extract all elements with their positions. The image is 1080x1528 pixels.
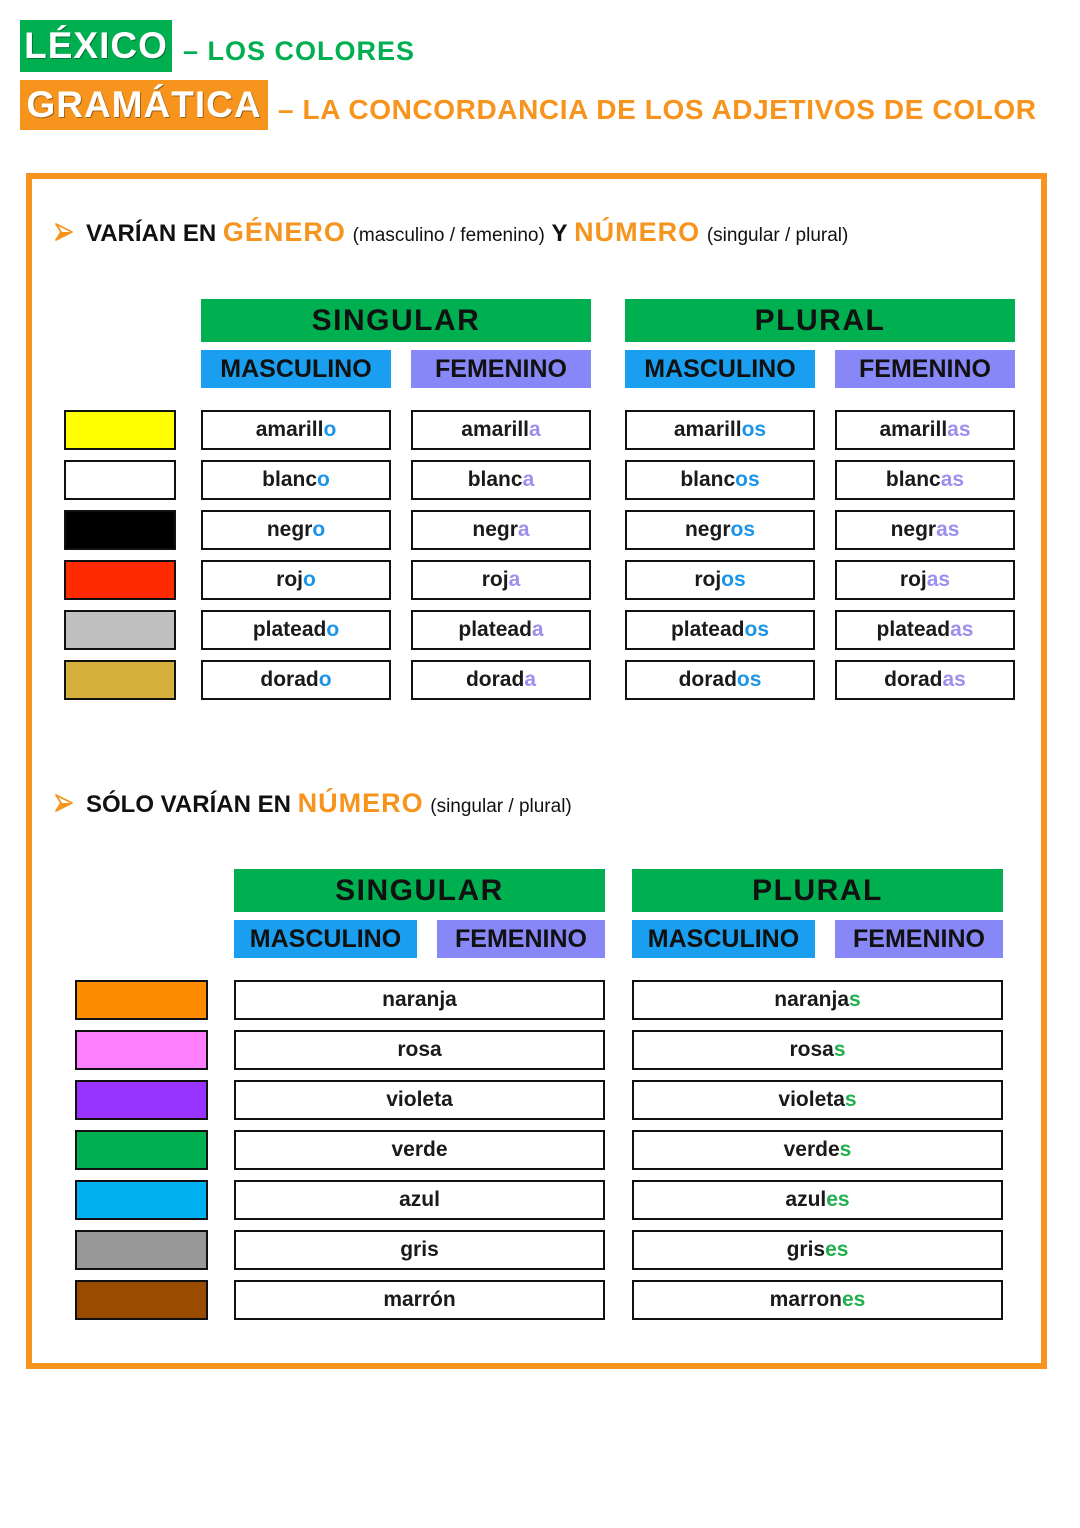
word-stem: dorad [884,668,943,691]
word-ending: o [312,518,326,541]
gramatica-title: – LA CONCORDANCIA DE LOS ADJETIVOS DE COLOR [278,94,1037,125]
color-swatch-yellow [64,410,176,450]
cell-masculine-singular [201,460,391,500]
word-stem: marron [769,1288,842,1311]
word-singular: rosa [397,1038,442,1061]
heading-note-number: (singular / plural) [430,796,572,817]
masculine-singular-header: MASCULINO [234,920,417,958]
cell-plural [632,1130,1003,1170]
cell-feminine-singular [411,410,591,450]
word-stem: platead [252,618,327,641]
cell-masculine-plural [625,510,815,550]
heading-key-gender: GÉNERO [222,217,346,247]
cell-masculine-singular [201,610,391,650]
word-ending: as [950,618,974,641]
word-ending: o [303,568,316,591]
word-ending: es [826,1188,850,1211]
cell-masculine-plural [625,460,815,500]
cell-plural [632,1030,1003,1070]
color-swatch-red [64,560,176,600]
color-swatch-blue [75,1180,208,1220]
word-stem: amarill [461,418,530,441]
word-stem: verde [783,1138,840,1161]
word-ending: as [947,418,971,441]
word-stem: platead [458,618,532,641]
color-swatch-silver [64,610,176,650]
word-ending: o [317,468,330,491]
cell-masculine-singular [201,410,391,450]
cell-masculine-plural [625,560,815,600]
word-stem: platead [670,618,745,641]
word-ending: o [323,418,337,441]
word-stem: roj [899,568,927,591]
plural-header: PLURAL [625,299,1015,342]
cell-singular [234,1230,605,1270]
word-ending: es [825,1238,849,1261]
word-stem: roj [276,568,303,591]
word-stem: blanc [885,468,941,491]
color-swatch-white [64,460,176,500]
color-swatch-gray [75,1230,208,1270]
cell-feminine-singular [411,660,591,700]
word-ending: o [326,618,340,641]
heading-note-number: (singular / plural) [706,225,849,246]
word-ending: as [940,468,965,491]
cell-singular [234,1280,605,1320]
word-singular: violeta [386,1088,453,1111]
section1-heading [86,214,848,250]
word-stem: dorad [260,668,319,691]
word-singular: verde [391,1138,448,1161]
word-ending: a [531,618,544,641]
color-swatch-orange [75,980,208,1020]
word-stem: gris [786,1238,826,1261]
word-ending: os [730,518,756,541]
cell-feminine-singular [411,560,591,600]
feminine-plural-header: FEMENINO [835,350,1015,388]
word-stem: naranja [774,988,849,1011]
word-stem: rosa [789,1038,834,1061]
cell-singular [234,1180,605,1220]
gramatica-tag: GRAMÁTICA [20,80,268,130]
cell-singular [234,1130,605,1170]
cell-masculine-singular [201,510,391,550]
word-ending: s [833,1038,846,1061]
feminine-singular-header: FEMENINO [437,920,605,958]
cell-masculine-singular [201,660,391,700]
heading-lead: VARÍAN EN [86,220,217,247]
feminine-singular-header: FEMENINO [411,350,591,388]
word-ending: as [942,668,966,691]
color-swatch-brown [75,1280,208,1320]
cell-singular [234,1030,605,1070]
word-ending: s [839,1138,852,1161]
cell-feminine-singular [411,460,591,500]
word-ending: as [936,518,960,541]
feminine-plural-header: FEMENINO [835,920,1003,958]
cell-plural [632,1230,1003,1270]
word-ending: s [844,1088,857,1111]
masculine-plural-header: MASCULINO [625,350,815,388]
cell-masculine-singular [201,560,391,600]
section2-heading [86,785,572,821]
heading-note-gender: (masculino / femenino) [352,225,545,246]
color-swatch-green [75,1130,208,1170]
word-ending: o [318,668,332,691]
cell-feminine-plural [835,610,1015,650]
heading-lead: SÓLO VARÍAN EN [86,791,291,818]
singular-header: SINGULAR [201,299,591,342]
word-stem: blanc [262,468,318,491]
word-ending: s [849,988,861,1011]
cell-feminine-plural [835,560,1015,600]
cell-feminine-singular [411,510,591,550]
word-ending: es [842,1288,866,1311]
word-stem: negr [890,518,937,541]
color-swatch-violet [75,1080,208,1120]
lexico-title: – LOS COLORES [183,36,416,66]
color-swatch-black [64,510,176,550]
word-ending: a [529,418,541,441]
word-stem: amarill [673,418,742,441]
word-ending: a [508,568,521,591]
word-stem: amarill [255,418,324,441]
word-stem: dorad [678,668,737,691]
word-ending: os [736,668,762,691]
word-ending: a [524,668,537,691]
word-stem: blanc [680,468,736,491]
masculine-singular-header: MASCULINO [201,350,391,388]
word-stem: roj [481,568,509,591]
singular-header: SINGULAR [234,869,605,912]
cell-singular [234,980,605,1020]
word-ending: a [517,518,530,541]
cell-feminine-plural [835,510,1015,550]
word-ending: a [522,468,535,491]
word-singular: naranja [382,988,457,1011]
cell-plural [632,1080,1003,1120]
color-swatch-gold [64,660,176,700]
cell-masculine-plural [625,610,815,650]
cell-masculine-plural [625,660,815,700]
plural-header: PLURAL [632,869,1003,912]
word-singular: gris [400,1238,439,1261]
word-stem: amarill [879,418,948,441]
cell-plural [632,1180,1003,1220]
cell-feminine-singular [411,610,591,650]
word-ending: os [741,418,767,441]
cell-feminine-plural [835,410,1015,450]
word-stem: violeta [778,1088,845,1111]
word-stem: platead [876,618,951,641]
heading-key-number: NÚMERO [574,217,701,247]
word-ending: as [926,568,951,591]
masculine-plural-header: MASCULINO [632,920,815,958]
word-stem: negr [266,518,313,541]
color-swatch-pink [75,1030,208,1070]
word-ending: os [721,568,746,591]
cell-feminine-plural [835,460,1015,500]
cell-plural [632,980,1003,1020]
heading-key-number: NÚMERO [297,788,424,818]
word-singular: marrón [383,1288,456,1311]
lexico-tag: LÉXICO [20,20,172,72]
word-ending: os [735,468,760,491]
cell-feminine-plural [835,660,1015,700]
word-stem: negr [684,518,731,541]
arrow-bullet-icon [54,793,74,813]
cell-singular [234,1080,605,1120]
arrow-bullet-icon [54,222,74,242]
word-stem: negr [472,518,518,541]
heading-joiner: Y [551,220,568,247]
cell-masculine-plural [625,410,815,450]
word-stem: blanc [467,468,523,491]
word-stem: dorad [465,668,525,691]
word-singular: azul [399,1188,440,1211]
word-stem: azul [785,1188,827,1211]
word-stem: roj [694,568,722,591]
cell-plural [632,1280,1003,1320]
word-ending: os [744,618,770,641]
